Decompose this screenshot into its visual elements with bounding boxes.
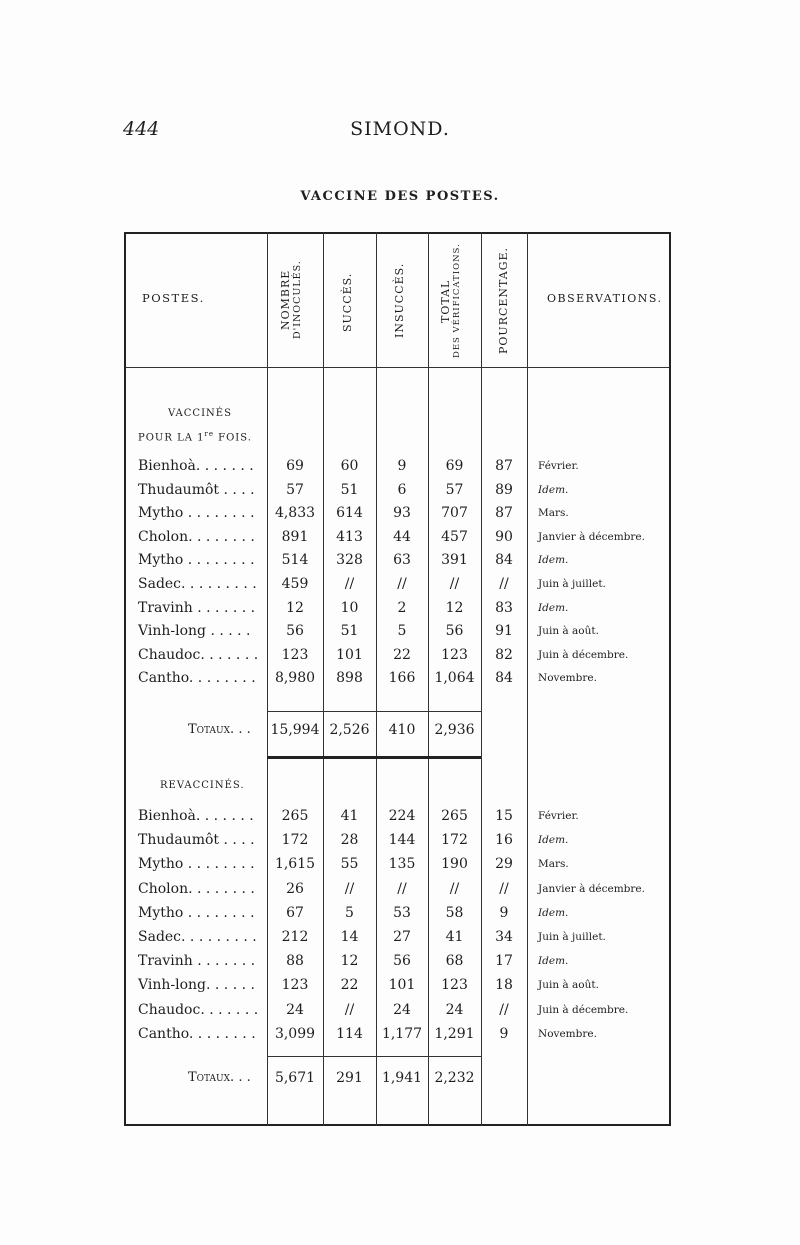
total-nombre: 5,671 <box>274 1070 316 1086</box>
cell-observation: Idem. <box>538 483 569 496</box>
cell-observation: Juin à août. <box>538 979 599 992</box>
cell-succes: 22 <box>340 977 359 994</box>
poste-name: Mytho . . . . . . . . <box>138 505 255 522</box>
column-header-postes: POSTES. <box>142 291 205 305</box>
cell-total: 68 <box>445 953 464 970</box>
poste-name: Mytho . . . . . . . . <box>138 904 255 921</box>
cell-total: 391 <box>441 552 468 569</box>
poste-name: Sadec. . . . . . . . . <box>138 929 257 945</box>
cell-insucces: // <box>397 880 407 897</box>
cell-nombre: 57 <box>286 481 304 498</box>
column-header-nombre-line1: NOMBRE <box>279 269 292 331</box>
column-header-total <box>439 240 462 362</box>
cell-observation: Mars. <box>538 507 569 520</box>
cell-insucces: 44 <box>393 528 411 545</box>
cell-insucces: 144 <box>388 832 416 849</box>
table-row <box>126 458 671 481</box>
cell-total: 123 <box>441 646 468 663</box>
cell-observation: Janvier à décembre. <box>538 530 645 543</box>
cell-observation: Février. <box>538 460 579 472</box>
table-row <box>126 808 671 831</box>
cell-nombre: 123 <box>281 977 309 994</box>
poste-name: Cholon. . . . . . . . <box>138 528 255 545</box>
table-row <box>126 1002 671 1025</box>
cell-insucces: 5 <box>397 623 407 640</box>
cell-insucces: 27 <box>393 929 411 945</box>
cell-observation: Juin à juillet. <box>538 931 606 943</box>
cell-succes: 60 <box>340 458 359 474</box>
running-head: SIMOND. <box>350 118 450 140</box>
cell-observation: Novembre. <box>538 1027 597 1040</box>
column-header-nombre <box>279 250 303 350</box>
header-rule <box>126 367 669 368</box>
table-row <box>126 505 671 528</box>
cell-pct: 84 <box>495 552 513 569</box>
table-row <box>126 576 671 599</box>
table-row <box>126 647 671 670</box>
cell-insucces: 1,177 <box>381 1025 423 1042</box>
cell-total: 707 <box>441 505 468 522</box>
cell-pct: // <box>499 1001 509 1018</box>
poste-name: Thudaumôt . . . . <box>138 832 255 849</box>
column-header-total-line2: DES VÉRIFICATIONS. <box>452 243 462 359</box>
poste-name: Bienhoà. . . . . . . <box>138 458 254 474</box>
cell-total: 1,064 <box>434 670 475 687</box>
cell-observation: Juin à juillet. <box>538 578 606 590</box>
table-row <box>126 953 671 976</box>
cell-total: // <box>449 880 460 897</box>
cell-nombre: 459 <box>281 576 309 592</box>
cell-succes: 28 <box>340 832 359 849</box>
cell-total: 58 <box>445 904 464 921</box>
cell-insucces: 101 <box>388 977 416 994</box>
column-header-insucces: INSUCCÈS. <box>393 262 406 338</box>
page-number: 444 <box>123 118 160 140</box>
cell-succes: // <box>344 880 355 897</box>
cell-observation: Idem. <box>538 834 569 847</box>
poste-name: Sadec. . . . . . . . . <box>138 576 257 592</box>
cell-insucces: // <box>397 576 407 592</box>
cell-total: 57 <box>445 481 464 498</box>
totals-rule <box>267 711 481 712</box>
total-succes: 2,526 <box>329 722 370 738</box>
poste-name: Cantho. . . . . . . . <box>138 1025 256 1042</box>
poste-name: Travinh . . . . . . . <box>138 599 256 616</box>
column-header-observations: OBSERVATIONS. <box>547 292 663 305</box>
cell-succes: 41 <box>340 808 359 824</box>
cell-nombre: 172 <box>281 832 309 849</box>
cell-nombre: 8,980 <box>274 670 316 687</box>
cell-insucces: 2 <box>397 599 407 616</box>
cell-total: 123 <box>441 977 468 994</box>
cell-pct: 91 <box>495 623 513 640</box>
cell-insucces: 22 <box>393 646 411 663</box>
cell-insucces: 63 <box>393 552 411 569</box>
cell-pct: 82 <box>495 646 513 663</box>
cell-insucces: 224 <box>388 808 416 824</box>
total-total: 2,232 <box>434 1070 475 1086</box>
cell-succes: 14 <box>340 929 359 945</box>
total-succes: 291 <box>336 1070 363 1086</box>
cell-nombre: 12 <box>286 599 304 616</box>
cell-total: 457 <box>441 528 468 545</box>
cell-observation: Février. <box>538 810 579 822</box>
table-row <box>126 832 671 855</box>
cell-observation: Idem. <box>538 906 569 919</box>
poste-name: Cholon. . . . . . . . <box>138 880 255 897</box>
cell-insucces: 9 <box>397 458 407 474</box>
cell-succes: 413 <box>336 528 363 545</box>
cell-pct: 90 <box>495 528 513 545</box>
cell-nombre: 56 <box>286 623 304 640</box>
cell-observation: Mars. <box>538 858 569 871</box>
cell-observation: Idem. <box>538 554 569 567</box>
cell-succes: 898 <box>336 670 363 687</box>
cell-total: 172 <box>441 832 468 849</box>
poste-name: Chaudoc. . . . . . . <box>138 646 259 663</box>
cell-observation: Juin à décembre. <box>538 648 629 661</box>
cell-nombre: 3,099 <box>274 1025 316 1042</box>
column-header-total-line1: TOTAL <box>439 279 452 323</box>
section-label-revaccines: REVACCINÉS. <box>160 780 245 791</box>
cell-total: 56 <box>445 623 464 640</box>
cell-total: 265 <box>441 808 468 824</box>
cell-succes: 328 <box>336 552 363 569</box>
cell-pct: 87 <box>495 458 513 474</box>
cell-nombre: 4,833 <box>274 505 316 522</box>
poste-name: Mytho . . . . . . . . <box>138 856 255 873</box>
cell-total: 41 <box>445 929 464 945</box>
cell-nombre: 67 <box>286 904 304 921</box>
cell-total: 190 <box>441 856 468 873</box>
cell-nombre: 123 <box>281 646 309 663</box>
table-row <box>126 905 671 928</box>
table-row <box>126 482 671 505</box>
column-header-succes: SUCCÈS. <box>341 272 354 332</box>
section-label-first-time <box>138 424 252 448</box>
cell-nombre: 212 <box>281 929 309 945</box>
table-title: VACCINE DES POSTES. <box>300 189 500 204</box>
cell-succes: // <box>344 576 355 592</box>
poste-name: Chaudoc. . . . . . . <box>138 1001 259 1018</box>
totals-row <box>126 722 671 748</box>
cell-observation: Janvier à décembre. <box>538 882 645 895</box>
table-row <box>126 881 671 904</box>
cell-nombre: 1,615 <box>274 856 316 873</box>
cell-nombre: 26 <box>286 880 304 897</box>
cell-insucces: 6 <box>397 481 407 498</box>
total-total: 2,936 <box>434 722 475 738</box>
table-row <box>126 929 671 952</box>
cell-succes: // <box>344 1001 355 1018</box>
cell-succes: 114 <box>336 1025 363 1042</box>
cell-succes: 51 <box>340 481 359 498</box>
cell-total: 12 <box>445 599 464 616</box>
table-row <box>126 856 671 879</box>
cell-succes: 10 <box>340 599 359 616</box>
totals-label: Totaux. . . <box>188 1070 251 1085</box>
cell-succes: 55 <box>340 856 359 873</box>
cell-pct: 87 <box>495 505 513 522</box>
cell-nombre: 265 <box>281 808 309 824</box>
totals-double-rule <box>267 756 481 759</box>
cell-succes: 51 <box>340 623 359 640</box>
cell-observation: Juin à décembre. <box>538 1003 629 1016</box>
cell-pct: 17 <box>495 953 513 970</box>
totals-row <box>126 1070 671 1096</box>
cell-pct: 9 <box>499 904 509 921</box>
column-header-nombre-line2: D'INOCULÉS. <box>292 260 303 340</box>
cell-insucces: 166 <box>388 670 416 687</box>
table-row <box>126 670 671 693</box>
cell-pct: 34 <box>495 929 513 945</box>
poste-name: Travinh . . . . . . . <box>138 953 256 970</box>
column-header-pourcentage: POURCENTAGE. <box>497 246 510 354</box>
section-label-line1: VACCINÉS <box>168 408 232 419</box>
cell-nombre: 88 <box>286 953 304 970</box>
cell-pct: 83 <box>495 599 513 616</box>
cell-pct: 16 <box>495 832 513 849</box>
cell-total: 69 <box>445 458 464 474</box>
cell-pct: 18 <box>495 977 513 994</box>
poste-name: Thudaumôt . . . . <box>138 481 255 498</box>
total-nombre: 15,994 <box>270 722 320 738</box>
cell-observation: Idem. <box>538 601 569 614</box>
cell-total: 1,291 <box>434 1025 475 1042</box>
cell-succes: 12 <box>340 953 359 970</box>
poste-name: Vinh-long . . . . . <box>138 623 251 640</box>
cell-observation: Novembre. <box>538 672 597 685</box>
cell-succes: 101 <box>336 646 363 663</box>
section-label-text: FOIS. <box>213 432 252 444</box>
totals-label: Totaux. . . <box>188 722 251 737</box>
cell-insucces: 24 <box>393 1001 411 1018</box>
cell-nombre: 891 <box>281 528 309 545</box>
total-insucces: 410 <box>388 722 416 738</box>
cell-pct: 29 <box>495 856 513 873</box>
section-label-sup: re <box>204 430 214 438</box>
poste-name: Vinh-long. . . . . . <box>138 977 255 994</box>
cell-succes: 614 <box>336 505 363 522</box>
poste-name: Mytho . . . . . . . . <box>138 552 255 569</box>
cell-pct: // <box>499 576 509 592</box>
cell-succes: 5 <box>345 904 354 921</box>
cell-insucces: 56 <box>393 953 411 970</box>
table-row <box>126 600 671 623</box>
table-row <box>126 623 671 646</box>
total-insucces: 1,941 <box>381 1070 423 1086</box>
table-row <box>126 552 671 575</box>
cell-pct: 15 <box>495 808 513 824</box>
poste-name: Bienhoà. . . . . . . <box>138 808 254 824</box>
cell-nombre: 69 <box>286 458 304 474</box>
cell-insucces: 53 <box>393 904 411 921</box>
section-label-text: POUR LA 1 <box>138 432 205 444</box>
poste-name: Cantho. . . . . . . . <box>138 670 256 687</box>
cell-pct: 9 <box>499 1025 509 1042</box>
cell-nombre: 24 <box>286 1001 304 1018</box>
cell-pct: 89 <box>495 481 513 498</box>
table-row <box>126 1026 671 1049</box>
cell-pct: // <box>499 880 509 897</box>
cell-observation: Juin à août. <box>538 625 599 638</box>
cell-total: // <box>449 576 460 592</box>
totals-rule <box>267 1056 481 1057</box>
cell-total: 24 <box>445 1001 464 1018</box>
cell-pct: 84 <box>495 670 513 687</box>
table-row <box>126 977 671 1000</box>
cell-nombre: 514 <box>281 552 309 569</box>
cell-observation: Idem. <box>538 955 569 968</box>
cell-insucces: 135 <box>388 856 416 873</box>
cell-insucces: 93 <box>393 505 411 522</box>
section-label-vaccines <box>168 404 232 424</box>
table-row <box>126 529 671 552</box>
